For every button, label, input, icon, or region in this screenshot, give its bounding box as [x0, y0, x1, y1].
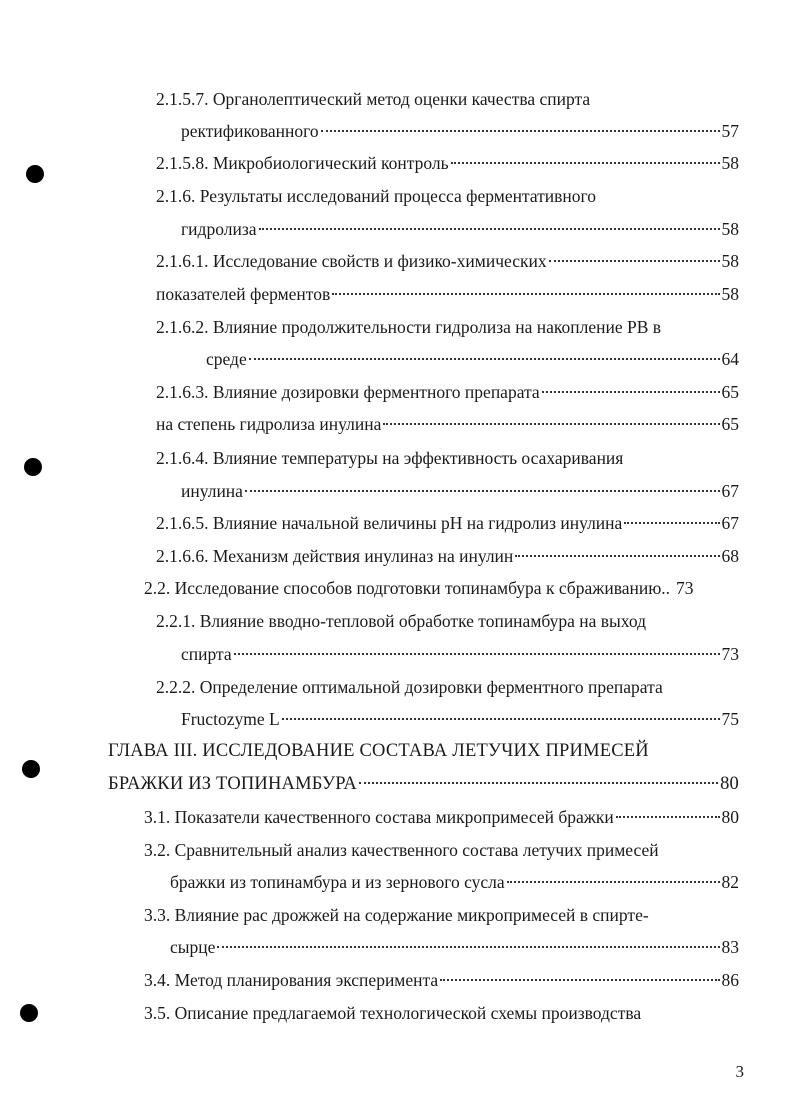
chapter-heading: БРАЖКИ ИЗ ТОПИНАМБУРА	[108, 774, 357, 794]
binder-hole	[20, 1004, 38, 1022]
toc-entry-title: Fructozyme L	[181, 709, 280, 729]
toc-page-number: 82	[721, 872, 739, 892]
toc-entry-title: бражки из топинамбура и из зернового сусла	[170, 872, 505, 892]
toc-entry	[170, 871, 739, 893]
toc-entry	[108, 773, 739, 795]
toc-entry	[156, 512, 739, 534]
toc-page-number: 58	[721, 284, 739, 304]
toc-entry	[181, 120, 739, 142]
leader-dots	[259, 228, 720, 230]
leader-dots	[451, 162, 720, 164]
toc-page-number: 68	[721, 546, 739, 566]
toc-page-number: 73	[676, 578, 694, 598]
leader-dots	[542, 391, 720, 393]
binder-hole	[24, 458, 42, 476]
toc-entry	[156, 413, 739, 435]
toc-entry	[156, 283, 739, 305]
toc-entry-title: инулина	[181, 481, 243, 501]
leader-dots	[217, 946, 719, 948]
toc-entry-title: 3.3. Влияние рас дрожжей на содержание микропримесей в спирте-	[144, 905, 649, 925]
toc-page-number: 65	[721, 382, 739, 402]
toc-page-number: 73	[721, 644, 739, 664]
toc-page-number: 58	[721, 251, 739, 271]
toc-entry	[156, 545, 739, 567]
toc-entry-title: сырце	[170, 937, 216, 957]
toc-page-number: 86	[721, 970, 739, 990]
toc-entry-title: на степень гидролиза инулина	[156, 414, 382, 434]
toc-entry-title: среде	[206, 349, 247, 369]
toc-entry	[181, 708, 739, 730]
toc-entry-title: 2.1.5.8. Микробиологический контроль	[156, 153, 449, 173]
toc-entry-title: 2.1.6.1. Исследование свойств и физико-химических	[156, 251, 547, 271]
toc-entry	[206, 348, 739, 370]
toc-entry-title: 2.1.5.7. Органолептический метод оценки качества спирта	[156, 89, 591, 109]
toc-entry-title: 2.2.2. Определение оптимальной дозировки ферментного препарата	[156, 677, 663, 697]
page-number: 3	[735, 1062, 744, 1081]
toc-entry-title: 3.1. Показатели качественного состава микропримесей бражки	[144, 807, 614, 827]
leader-dots	[624, 522, 719, 524]
leader-dots	[282, 718, 720, 720]
toc-page-number: 67	[721, 513, 739, 533]
toc-entry-title: 2.1.6.3. Влияние дозировки ферментного препарата	[156, 382, 540, 402]
leader-dots	[332, 293, 719, 295]
chapter-heading: ГЛАВА III. ИССЛЕДОВАНИЕ СОСТАВА ЛЕТУЧИХ ПРИМЕСЕЙ	[108, 741, 649, 761]
leader-dots	[249, 358, 720, 360]
toc-page-number: 58	[721, 219, 739, 239]
leader-dots	[383, 423, 719, 425]
toc-page-number: 80	[720, 774, 739, 794]
leader-dots	[359, 782, 718, 784]
toc-page-number: 64	[721, 349, 739, 369]
toc-entry-title: 2.1.6. Результаты исследований процесса ферментативного	[156, 186, 597, 206]
toc-entry-title: 2.2.1. Влияние вводно-тепловой обработке топинамбура на выход	[156, 611, 647, 631]
binder-hole	[26, 165, 44, 183]
toc-entry-title: 2.2. Исследование способов подготовки топинамбура к сбраживанию..	[144, 578, 671, 598]
toc-entry	[181, 218, 739, 240]
toc-entry	[181, 480, 739, 502]
toc-entry	[156, 381, 739, 403]
toc-entry-title: гидролиза	[181, 219, 257, 239]
toc-entry	[170, 936, 739, 958]
toc-page-number: 58	[721, 153, 739, 173]
toc-page-number: 83	[721, 937, 739, 957]
toc-entry-title: 2.1.6.4. Влияние температуры на эффективность осахаривания	[156, 448, 624, 468]
toc-page-number: 57	[721, 121, 739, 141]
toc-page-number: 67	[721, 481, 739, 501]
leader-dots	[245, 490, 720, 492]
toc-page-number: 75	[721, 709, 739, 729]
leader-dots	[616, 816, 720, 818]
leader-dots	[549, 260, 720, 262]
leader-dots	[507, 881, 720, 883]
toc-page-number: 65	[721, 414, 739, 434]
toc-entry	[156, 152, 739, 174]
toc-entry-title: 3.4. Метод планирования эксперимента	[144, 970, 439, 990]
leader-dots	[321, 130, 720, 132]
toc-entry-title: спирта	[181, 644, 232, 664]
toc-entry	[181, 643, 739, 665]
toc-entry-title: 3.2. Сравнительный анализ качественного состава летучих примесей	[144, 840, 659, 860]
leader-dots	[234, 653, 720, 655]
toc-entry	[156, 250, 739, 272]
toc-entry-title: показателей ферментов	[156, 284, 331, 304]
toc-entry	[144, 577, 739, 599]
toc-entry-title: 2.1.6.2. Влияние продолжительности гидролиза на накопление РВ в	[156, 317, 662, 337]
toc-entry	[144, 969, 739, 991]
toc-entry	[144, 806, 739, 828]
binder-hole	[22, 760, 40, 778]
toc-entry-title: 2.1.6.5. Влияние начальной величины рН на гидролиз инулина	[156, 513, 623, 533]
toc-entry-title: ректификованного	[181, 121, 319, 141]
leader-dots	[515, 555, 719, 557]
leader-dots	[440, 979, 719, 981]
toc-entry-title: 3.5. Описание предлагаемой технологической схемы производства	[144, 1003, 642, 1023]
toc-page-number: 80	[721, 807, 739, 827]
toc-entry-title: 2.1.6.6. Механизм действия инулиназ на инулин	[156, 546, 514, 566]
